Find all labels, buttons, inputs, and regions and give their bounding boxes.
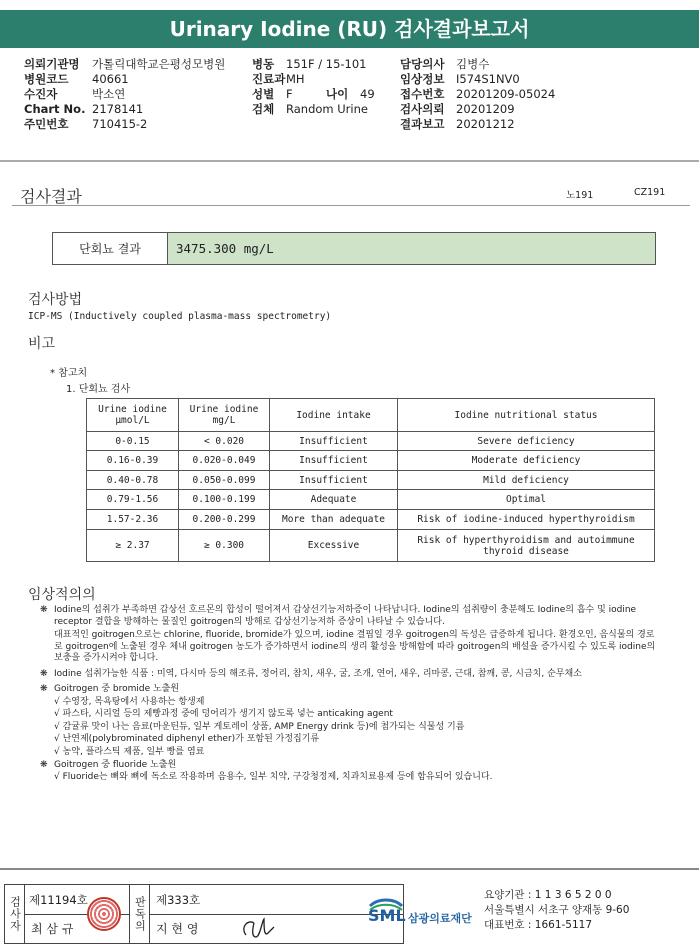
table-cell: 0.050-0.099 xyxy=(179,471,270,490)
method-text: ICP-MS (Inductively coupled plasma-mass spectrometry) xyxy=(28,311,332,322)
header-row: 주민번호 710415-2 xyxy=(24,117,148,131)
table-cell: 0.16-0.39 xyxy=(87,451,179,471)
table-row xyxy=(87,490,655,510)
tester-license: 제11194호 xyxy=(25,885,129,915)
footer xyxy=(4,884,695,944)
header-col3: 담당의사 김병수 임상정보 I574S1NV0 접수번호 20201209-05024 검사의뢰 20201209 결과보고 20201212 xyxy=(400,57,556,131)
table-cell: Insufficient xyxy=(270,451,398,471)
lab-name: 삼광의료재단 xyxy=(408,912,472,925)
tester-name: 최 삼 규 xyxy=(31,922,74,936)
bromide-list xyxy=(40,696,658,759)
table-cell: 0.40-0.78 xyxy=(87,471,179,490)
header-col1 xyxy=(24,57,225,132)
table-header-row xyxy=(87,399,655,432)
table-row xyxy=(87,471,655,490)
table-cell: Optimal xyxy=(398,490,655,510)
method-heading: 검사방법 xyxy=(28,292,83,308)
note-subtitle: ❋ Goitrogen 중 fluoride 노출원 xyxy=(40,760,177,770)
table-row xyxy=(87,530,655,562)
clinical-notes xyxy=(40,605,658,783)
list-item: √ 농약, 플라스틱 제품, 일부 빵를 염료 xyxy=(54,746,205,757)
table-cell: ≥ 2.37 xyxy=(87,530,179,562)
table-row xyxy=(87,432,655,451)
list-item: √ 파스타, 시리얼 등의 제빵과정 중에 덩어리가 생기지 않도록 넣는 anticaking agent xyxy=(54,709,393,719)
table-cell: 0.100-0.199 xyxy=(179,490,270,510)
result-code: CZ191 xyxy=(634,187,666,198)
column-header: Iodine intake xyxy=(270,399,398,432)
logo-letters: SML xyxy=(368,906,406,925)
result-label: 단회뇨 결과 xyxy=(53,233,168,264)
column-header: Iodine nutritional status xyxy=(398,399,655,432)
report-title: Urinary Iodine (RU) 검사결과보고서 xyxy=(0,10,699,48)
column-header: Urine iodine mg/L xyxy=(179,399,270,432)
reader-name: 지 현 영 xyxy=(156,922,199,936)
signature xyxy=(238,915,278,943)
tester-label: 검사자 xyxy=(5,885,25,943)
result-code: 노191 xyxy=(566,190,594,201)
divider xyxy=(0,868,699,870)
bullet-icon: ❋ xyxy=(40,760,48,770)
lab-contact xyxy=(484,888,629,933)
result-value: 3475.300 mg/L xyxy=(168,233,655,264)
tester-cell xyxy=(25,885,130,943)
table-cell: 0-0.15 xyxy=(87,432,179,451)
table-cell: 0.020-0.049 xyxy=(179,451,270,471)
reference-subtitle: 1. 단회뇨 검사 xyxy=(66,384,131,395)
bullet-icon: ❋ xyxy=(40,668,48,679)
divider xyxy=(0,160,699,162)
header-row: 수진자 박소연 xyxy=(24,87,126,101)
divider xyxy=(12,205,690,206)
table-cell: Insufficient xyxy=(270,471,398,490)
header-row: Chart No. 2178141 xyxy=(24,102,144,116)
table-cell: Severe deficiency xyxy=(398,432,655,451)
lab-address: 서울특별시 서초구 양재동 9-60 xyxy=(484,904,630,916)
list-item: √ 수영장, 목욕탕에서 사용하는 항생제 xyxy=(54,696,205,707)
header-col2: 병동 151F / 15-101 진료과MH 성별 F 나이 49 검체 Random Urine xyxy=(252,57,375,116)
header-row: 의뢰기관명 가톨릭대학교은평성모병원 xyxy=(24,57,226,71)
signature-block xyxy=(4,884,404,944)
list-item: √ 난연제(polybrominated diphenyl ether)가 포함된 가정집기류 xyxy=(54,734,320,744)
table-cell: 0.79-1.56 xyxy=(87,490,179,510)
bullet-icon: ❋ xyxy=(40,684,48,694)
note-paragraph: ❋ Iodine 섭취가능한 식품 : 미역, 다시마 등의 해조류, 정어리, 참치, 새우, 굴, 조개, 연어, 새우, 리마콩, 근대, 참깨, 콩, 시금치, 순무채소 xyxy=(40,668,582,679)
table-row xyxy=(87,451,655,471)
reader-label: 판독의 xyxy=(130,885,150,943)
table-row xyxy=(87,510,655,530)
results-heading: 검사결과 xyxy=(20,187,82,206)
table-cell: More than adequate xyxy=(270,510,398,530)
table-cell: 0.200-0.299 xyxy=(179,510,270,530)
institution-code: 요양기관 : 1 1 3 6 5 2 0 0 xyxy=(484,889,612,901)
note-paragraph: 대표적인 goitrogen으로는 chlorine, fluoride, bromide가 있으며, iodine 결핍일 경우 goitrogen의 독성은 급증하게 됩니다. 환경오인, 음식물의 경로로 goitrogen에 노출된 경우 체내 goitrogen 농도가 증가하면서 iodine의 생리 활성을 방해함에 따라 goitrogen의 배설을 증가시킬 수 있도록 iodine의 보충을 증가시켜야 합니다. xyxy=(54,630,656,663)
reference-table xyxy=(86,398,655,562)
table-cell: < 0.020 xyxy=(179,432,270,451)
result-box xyxy=(52,232,656,265)
note-subtitle: ❋ Goitrogen 중 bromide 노출원 xyxy=(40,684,180,694)
bullet-icon: ❋ xyxy=(40,605,48,615)
lab-phone: 대표번호 : 1661-5117 xyxy=(484,919,593,931)
column-header: Urine iodine μmol/L xyxy=(87,399,179,432)
table-cell: Insufficient xyxy=(270,432,398,451)
table-cell: Risk of hyperthyroidism and autoimmune thyroid disease xyxy=(398,530,655,562)
table-cell: Adequate xyxy=(270,490,398,510)
remarks-heading: 비고 xyxy=(28,336,56,352)
table-cell: Excessive xyxy=(270,530,398,562)
note-paragraph: ❋ Iodine의 섭취가 부족하면 갑상선 호르몬의 합성이 떨어져서 갑상선기능저하증이 나타납니다. Iodine의 섭취량이 충분해도 Iodine의 흡수 및 iodine receptor 결합을 방해하는 물질인 goitrogen의 방해로 갑상선기능저하 증상이 나타날 수 있습니다. xyxy=(40,605,637,627)
list-item: √ Fluoride는 뼈와 뼈에 독소로 작용하며 음용수, 일부 치약, 구강청정제, 치과치료용제 등에 함유되어 있습니다. xyxy=(54,771,493,782)
table-cell: Risk of iodine-induced hyperthyroidism xyxy=(398,510,655,530)
list-item: √ 감귤류 맛이 나는 음료(마운틴듀, 일부 게토레이 상품, AMP Energy drink 등)에 첨가되는 식물성 기름 xyxy=(54,721,465,732)
reader-license: 제333호 xyxy=(150,885,403,915)
fluoride-list xyxy=(40,772,658,784)
table-cell: 1.57-2.36 xyxy=(87,510,179,530)
header-row: 병원코드 40661 xyxy=(24,72,129,86)
seal-stamp xyxy=(87,897,121,931)
table-cell: ≥ 0.300 xyxy=(179,530,270,562)
table-cell: Mild deficiency xyxy=(398,471,655,490)
table-cell: Moderate deficiency xyxy=(398,451,655,471)
clinical-heading: 임상적의의 xyxy=(28,587,96,603)
reference-title: * 참고치 xyxy=(50,368,88,379)
